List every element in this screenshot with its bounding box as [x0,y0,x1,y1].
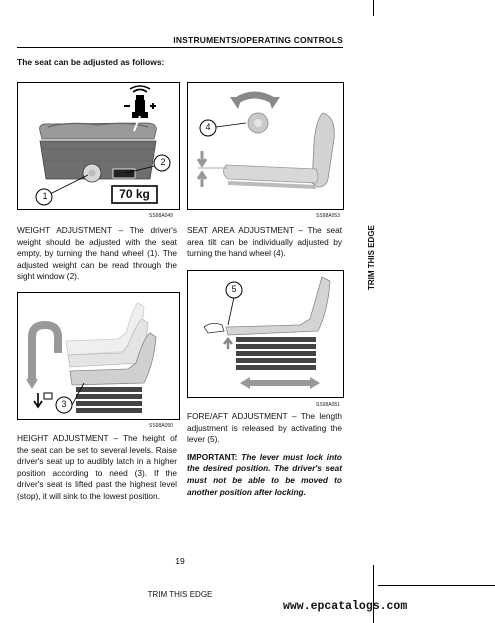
height-body: – The height of the seat can be set to several levels. Raise driver's seat up to audibly latch in a higher position according to need (3). If the driver's seat is lifted past the highest level (stop), it will sink to the lowest position. [17,433,177,501]
fore-aft-illustration [188,271,343,397]
side-trim-label: TRIM THIS EDGE [367,225,376,290]
height-heading: HEIGHT ADJUSTMENT [17,433,109,443]
callout-1: 1 [42,191,48,201]
trim-line-top [373,0,374,16]
tilt-illustration [188,83,343,209]
intro-text: The seat can be adjusted as follows: [17,57,165,67]
figure-code-weight: SS98A049 [149,213,173,219]
callout-2: 2 [160,157,166,167]
figure-code-height: SS98A050 [149,423,173,429]
bottom-trim-label: TRIM THIS EDGE [147,590,213,599]
weight-body: – The driver's weight should be adjusted with the seat empty, by turning the hand wheel (1). The adjusted weight can be read through the sight window (2). [17,225,177,282]
header-rule [17,47,343,48]
callout-3: 3 [61,399,67,409]
figure-code-tilt: SS98A053 [316,213,340,219]
important-label: IMPORTANT: [187,451,238,462]
fore-aft-adjustment-text [187,411,342,498]
figure-weight-adjustment [17,82,180,210]
watermark-url[interactable]: www.epcatalogs.com [283,600,408,613]
trim-line-bottom [373,565,374,623]
tilt-body: – The seat area tilt can be individually adjusted by turning the hand wheel (4). [187,225,343,259]
page-number: 19 [175,556,185,566]
figure-code-fore-aft: SS98A051 [316,402,340,408]
important-text: The lever must lock into the desired position. The driver's seat must not be able to be moved to another position after locking. [187,451,342,497]
trim-line-horizontal [378,585,495,586]
callout-4: 4 [205,122,211,132]
tilt-heading: SEAT AREA ADJUSTMENT [187,225,294,235]
height-adjustment-text [17,433,177,503]
page-header-title: INSTRUMENTS/OPERATING CONTROLS [173,35,343,45]
fore-aft-body: – The length adjustment is released by activating the lever (5). [187,411,342,445]
weight-adjustment-text [17,225,177,283]
weight-label: 70 kg [119,187,150,201]
seat-area-adjustment-text [187,225,342,260]
figure-fore-aft-adjustment [187,270,344,398]
figure-height-adjustment [17,292,180,420]
weight-heading: WEIGHT ADJUSTMENT [17,225,112,235]
height-illustration [18,293,179,419]
fore-aft-heading: FORE/AFT ADJUSTMENT [187,411,288,421]
callout-5: 5 [231,284,237,294]
figure-seat-tilt [187,82,344,210]
